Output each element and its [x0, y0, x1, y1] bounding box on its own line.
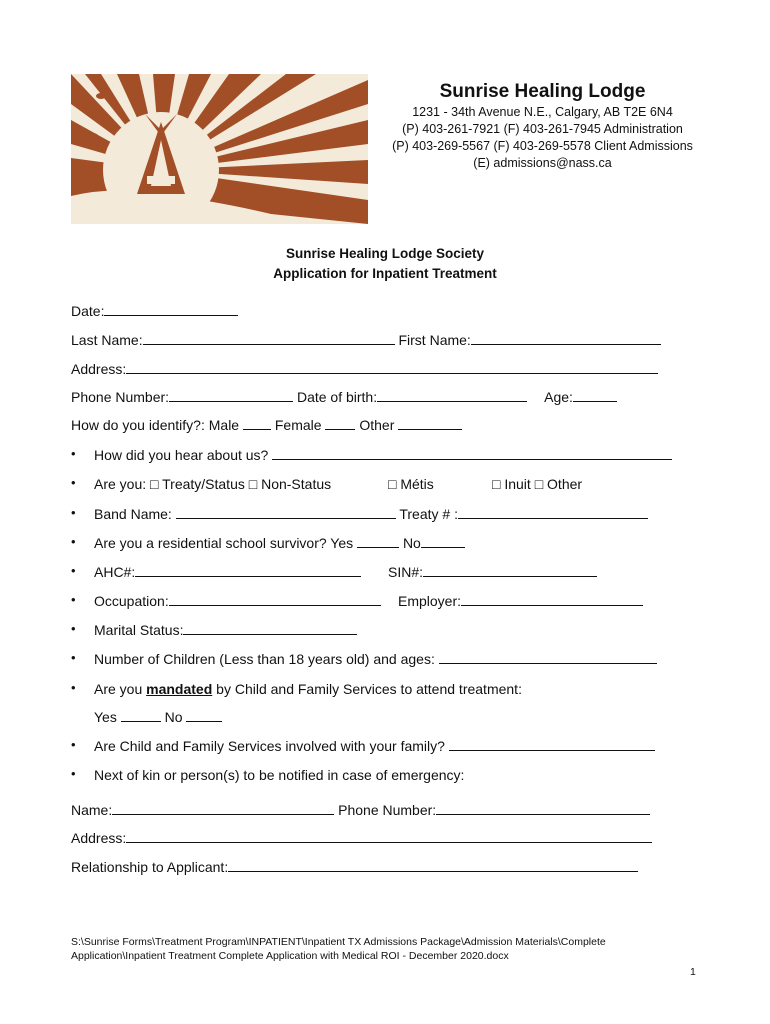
- first-name-field[interactable]: [471, 331, 661, 345]
- occupation-field[interactable]: [169, 592, 381, 606]
- date-row: [71, 302, 238, 320]
- female-label: Female: [274, 417, 322, 433]
- cfs-field[interactable]: [449, 737, 655, 751]
- survivor-yes-field[interactable]: [357, 534, 399, 548]
- mandated-no-label: No: [164, 709, 183, 725]
- ahc-field[interactable]: [135, 563, 361, 577]
- application-title: Application for Inpatient Treatment: [273, 266, 497, 281]
- marital-status-field[interactable]: [183, 621, 357, 635]
- last-name-field[interactable]: [143, 331, 395, 345]
- page-number: 1: [690, 966, 696, 978]
- last-name-label: Last Name:: [71, 332, 143, 348]
- emergency-phone-label: Phone Number:: [338, 802, 437, 818]
- survivor-no-field[interactable]: [421, 534, 465, 548]
- band-row: [94, 505, 648, 523]
- relationship-row: [71, 858, 638, 876]
- hear-about-label: How did you hear about us?: [94, 447, 269, 463]
- mandated-yes-field[interactable]: [121, 708, 161, 722]
- marital-row: [94, 621, 357, 639]
- date-label: Date:: [71, 303, 105, 319]
- bullet-icon: •: [71, 650, 76, 665]
- file-path-line-2: Application\Inpatient Treatment Complete Application with Medical ROI - December 2020.docx: [71, 950, 509, 962]
- emergency-name-row: [71, 801, 650, 819]
- bullet-icon: •: [71, 534, 76, 549]
- sunrise-logo: [71, 74, 368, 224]
- bullet-icon: •: [71, 475, 76, 490]
- address-field[interactable]: [126, 360, 658, 374]
- ahc-label: AHC#:: [94, 564, 136, 580]
- cfs-label: Are Child and Family Services involved with your family?: [94, 738, 445, 754]
- metis-checkbox[interactable]: □ Métis: [388, 476, 434, 492]
- treaty-status-checkboxes[interactable]: Are you: □ Treaty/Status □ Non-Status: [94, 476, 332, 492]
- relationship-label: Relationship to Applicant:: [71, 859, 229, 875]
- children-row: [94, 650, 657, 668]
- ahc-row: [94, 563, 361, 581]
- mandated-prefix: Are you: [94, 681, 143, 697]
- occupation-row: [94, 592, 381, 610]
- emergency-address-row: [71, 829, 652, 847]
- address-label: Address:: [71, 361, 127, 377]
- treaty-number-field[interactable]: [458, 505, 648, 519]
- treaty-number-label: Treaty # :: [399, 506, 458, 522]
- identify-row: [71, 416, 462, 434]
- status-row: [94, 475, 331, 493]
- children-field[interactable]: [439, 650, 657, 664]
- mandated-emphasis: mandated: [146, 681, 213, 697]
- society-title: Sunrise Healing Lodge Society: [285, 246, 485, 261]
- dob-field[interactable]: [377, 388, 527, 402]
- employer-label: Employer:: [398, 593, 462, 609]
- address-row: [71, 360, 658, 378]
- date-field[interactable]: [104, 302, 238, 316]
- age-field[interactable]: [573, 388, 617, 402]
- hear-about-row: [94, 446, 672, 464]
- band-name-field[interactable]: [176, 505, 396, 519]
- bullet-icon: •: [71, 563, 76, 578]
- age-label: Age:: [544, 389, 573, 405]
- relationship-field[interactable]: [228, 858, 638, 872]
- emergency-phone-field[interactable]: [436, 801, 650, 815]
- organization-name: Sunrise Healing Lodge: [439, 81, 646, 102]
- phone-dob-row: [71, 388, 617, 406]
- survivor-label: Are you a residential school survivor? Yes: [94, 535, 354, 551]
- file-path-footer: [71, 935, 691, 963]
- phone-field[interactable]: [169, 388, 293, 402]
- survivor-no-label: No: [402, 535, 421, 551]
- employer-row: [398, 592, 643, 610]
- band-name-label: Band Name:: [94, 506, 172, 522]
- emergency-name-label: Name:: [71, 802, 113, 818]
- sin-row: [388, 563, 597, 581]
- other-label: Other: [359, 417, 395, 433]
- mandated-yes-label: Yes: [94, 709, 117, 725]
- bullet-icon: •: [71, 592, 76, 607]
- mandated-answer-row: [94, 708, 222, 726]
- name-row: [71, 331, 661, 349]
- bullet-icon: •: [71, 621, 76, 636]
- survivor-row: [94, 534, 465, 552]
- cfs-row: [94, 737, 655, 755]
- sunrise-logo-graphic: [71, 74, 368, 224]
- occupation-label: Occupation:: [94, 593, 169, 609]
- admissions-email: (E) admissions@nass.ca: [473, 156, 612, 170]
- first-name-label: First Name:: [398, 332, 471, 348]
- emergency-address-field[interactable]: [126, 829, 652, 843]
- next-of-kin-label: Next of kin or person(s) to be notified in case of emergency:: [94, 767, 465, 783]
- employer-field[interactable]: [461, 592, 643, 606]
- sin-field[interactable]: [423, 563, 597, 577]
- marital-status-label: Marital Status:: [94, 622, 184, 638]
- emergency-name-field[interactable]: [112, 801, 334, 815]
- sin-label: SIN#:: [388, 564, 424, 580]
- next-of-kin-row: [94, 766, 464, 784]
- bullet-icon: •: [71, 737, 76, 752]
- administration-phone: (P) 403-261-7921 (F) 403-261-7945 Administration: [402, 122, 683, 136]
- file-path-line-1: S:\Sunrise Forms\Treatment Program\INPATIENT\Inpatient TX Admissions Package\Admission Materials\Complete: [71, 936, 606, 948]
- emergency-address-label: Address:: [71, 830, 127, 846]
- organization-header: [390, 80, 695, 172]
- other-field[interactable]: [398, 416, 462, 430]
- mandated-no-field[interactable]: [186, 708, 222, 722]
- identify-label: How do you identify?: Male: [71, 417, 240, 433]
- female-field[interactable]: [325, 416, 355, 430]
- phone-label: Phone Number:: [71, 389, 170, 405]
- mandated-suffix: by Child and Family Services to attend treatment:: [216, 681, 522, 697]
- bullet-icon: •: [71, 505, 76, 520]
- children-label: Number of Children (Less than 18 years old) and ages:: [94, 651, 435, 667]
- dob-label: Date of birth:: [296, 389, 378, 405]
- bullet-icon: •: [71, 446, 76, 461]
- mandated-row: [94, 680, 522, 698]
- client-admissions-phone: (P) 403-269-5567 (F) 403-269-5578 Client Admissions: [392, 139, 693, 153]
- organization-address: 1231 - 34th Avenue N.E., Calgary, AB T2E 6N4: [412, 105, 673, 119]
- male-field[interactable]: [243, 416, 271, 430]
- hear-about-field[interactable]: [272, 446, 672, 460]
- bullet-icon: •: [71, 680, 76, 695]
- inuit-other-checkboxes[interactable]: □ Inuit □ Other: [492, 476, 583, 492]
- bullet-icon: •: [71, 766, 76, 781]
